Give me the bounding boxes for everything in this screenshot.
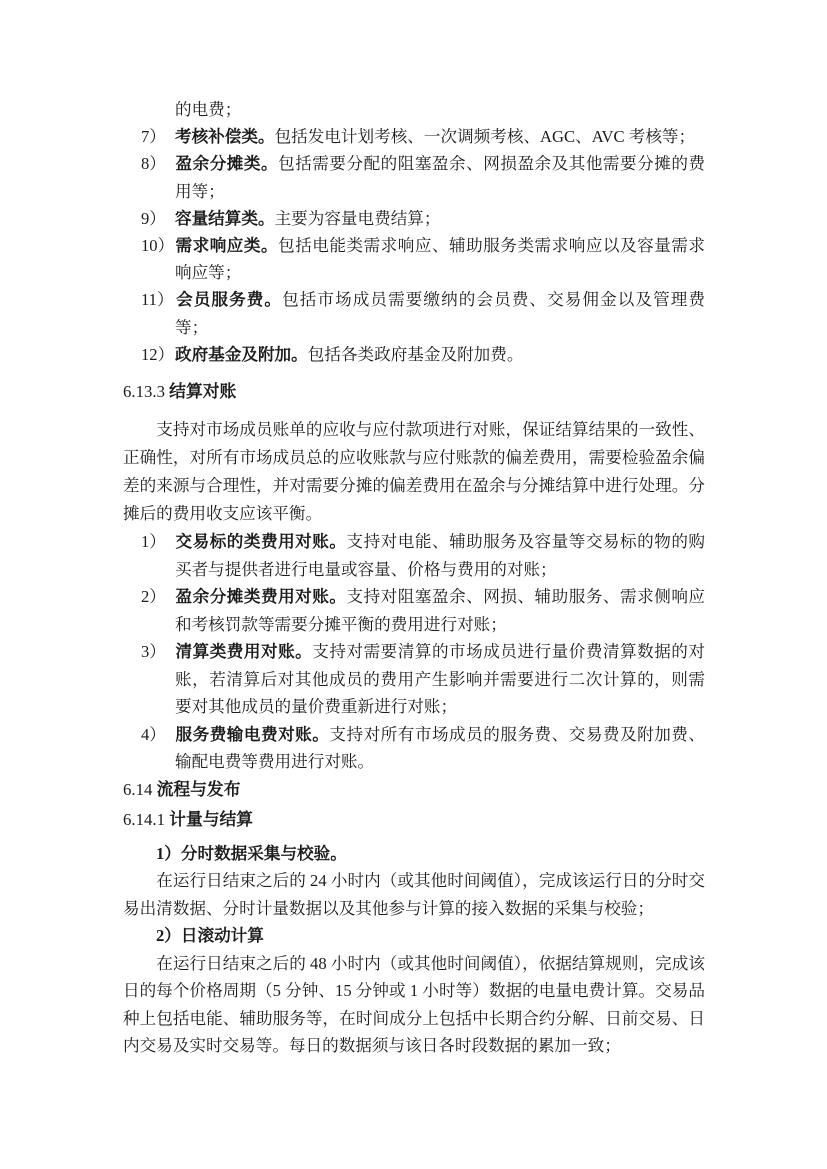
item-number: 2）	[141, 587, 166, 607]
item-term: 考核补偿类。	[175, 127, 275, 147]
item-number: 9）	[141, 208, 166, 228]
list-item-10	[123, 232, 705, 286]
subheading-2-daily-rolling-calculation: 2）日滚动计算	[156, 926, 264, 946]
paragraph-hourly-data-collection: 在运行日结束之后的 24 小时内（或其他时间阈值），完成该运行日的分时交易出清数据、分时计量数据以及其他参与计算的接入数据的采集与校验；	[123, 871, 705, 918]
list-item-1	[123, 528, 705, 583]
fee-type-list	[123, 123, 705, 368]
item-term: 盈余分摊类。	[175, 154, 279, 174]
item-number: 4）	[141, 724, 166, 744]
list-item-8	[123, 150, 705, 204]
item-text: 包括需要分配的阻塞盈余、网损盈余及其他需要分摊的费用等；	[175, 154, 706, 201]
heading-number: 6.14	[123, 779, 153, 799]
item-text: 支持对需要清算的市场成员进行量价费清算数据的对账，若清算后对其他成员的费用产生影响并需要进行二次计算的，则需要对其他成员的量价费重新进行对账；	[175, 642, 706, 717]
list-item-12	[123, 341, 705, 368]
list-item-2	[123, 583, 705, 638]
list-item-4	[123, 721, 705, 776]
heading-6-13-3	[123, 378, 705, 406]
item-number: 11）	[141, 290, 174, 310]
item-number: 8）	[141, 154, 166, 174]
item-text: 支持对电能、辅助服务及容量等交易标的物的购买者与提供者进行电量或容量、价格与费用的对账；	[175, 532, 706, 579]
item-number: 1）	[141, 532, 166, 552]
heading-number: 6.13.3	[123, 382, 165, 402]
item-text: 包括发电计划考核、一次调频考核、AGC、AVC 考核等；	[274, 127, 696, 147]
item-term: 交易标的类费用对账。	[175, 532, 347, 552]
heading-title: 计量与结算	[169, 809, 254, 829]
item-term: 清算类费用对账。	[175, 642, 313, 662]
item-text: 包括电能类需求响应、辅助服务类需求响应以及容量需求响应等；	[175, 236, 706, 283]
heading-title: 流程与发布	[156, 779, 241, 799]
list-item-3	[123, 638, 705, 721]
item-text: 包括各类政府基金及附加费。	[307, 344, 524, 364]
reconciliation-list	[123, 528, 705, 776]
item-term: 政府基金及附加。	[175, 344, 308, 364]
heading-6-14-1	[123, 806, 705, 834]
heading-number: 6.14.1	[123, 809, 165, 829]
list-item-11	[123, 286, 705, 340]
list-item-7	[123, 123, 705, 150]
item-term: 服务费输电费对账。	[175, 724, 330, 744]
heading-6-14	[123, 776, 705, 804]
item-6-continuation-line: 的电费；	[175, 100, 242, 119]
item-term: 容量结算类。	[175, 208, 275, 228]
list-item-9	[123, 205, 705, 232]
item-term: 会员服务费。	[175, 290, 283, 310]
item-term: 盈余分摊类费用对账。	[175, 587, 347, 607]
item-number: 7）	[141, 127, 166, 147]
item-text: 包括市场成员需要缴纳的会员费、交易佣金以及管理费等；	[175, 290, 706, 337]
subheading-1-hourly-data-collection: 1）分时数据采集与校验。	[156, 843, 347, 863]
item-number: 10）	[141, 236, 175, 256]
item-number: 3）	[141, 642, 166, 662]
item-text: 支持对阻塞盈余、网损、辅助服务、需求侧响应和考核罚款等需要分摊平衡的费用进行对账；	[175, 587, 706, 634]
item-number: 12）	[141, 344, 175, 364]
item-text: 支持对所有市场成员的服务费、交易费及附加费、输配电费等费用进行对账。	[175, 724, 705, 772]
paragraph-6-13-3: 支持对市场成员账单的应收与应付款项进行对账，保证结算结果的一致性、正确性，对所有市场成员总的应收账款与应付账款的偏差费用，需要检验盈余偏差的来源与合理性，并对需要分摊的偏差费用在盈余与分摊结算中进行处理。分摊后的费用收支应该平衡。	[123, 420, 705, 524]
item-text: 主要为容量电费结算；	[274, 208, 441, 228]
heading-title: 结算对账	[169, 382, 237, 402]
paragraph-daily-rolling-calculation: 在运行日结束之后的 48 小时内（或其他时间阈值），依据结算规则，完成该日的每个价格周期（5 分钟、15 分钟或 1 小时等）数据的电量电费计算。交易品种上包括电能、辅助服务等，在时间成分上包括中长期合约分解、日前交易、日内交易及实时交易等。每日的数据须与该日各时段数据的累加一致；	[123, 953, 705, 1056]
item-term: 需求响应类。	[175, 236, 279, 256]
